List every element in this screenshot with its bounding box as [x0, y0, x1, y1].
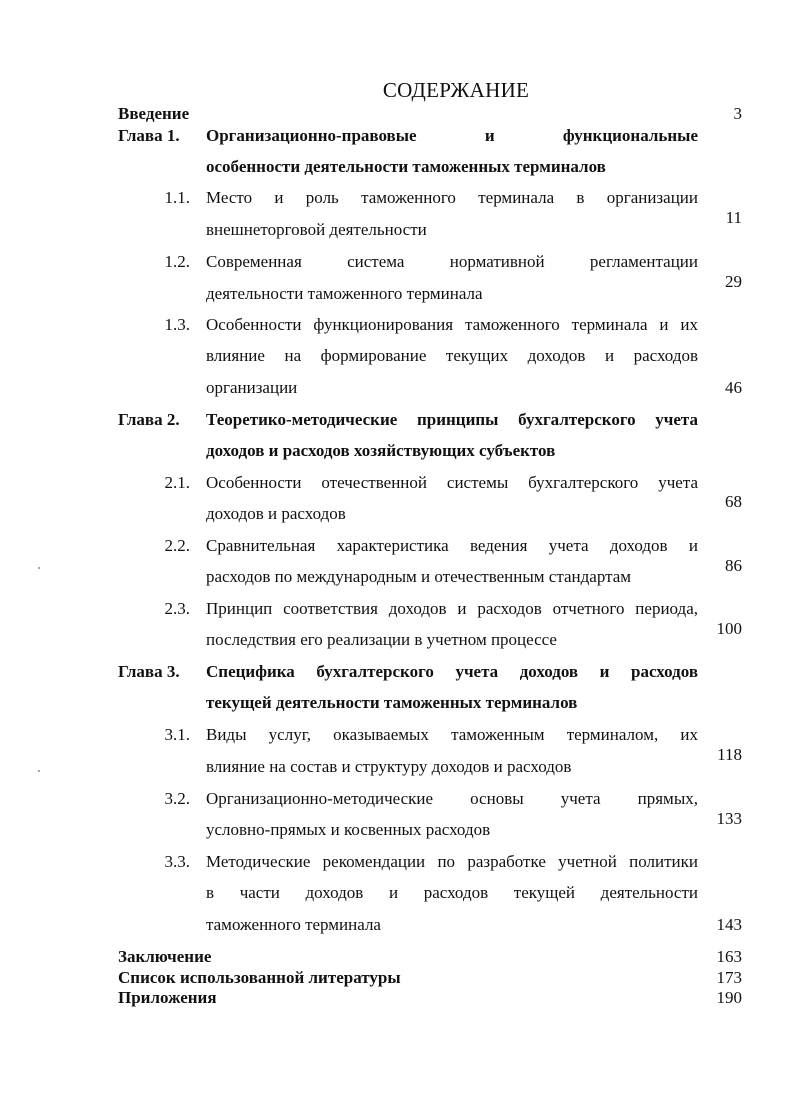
- section-3-1-number: 3.1.: [164, 725, 190, 744]
- chapter-1-number: Глава 1.: [118, 126, 180, 145]
- section-2-2-line1: Сравнительная характеристика ведения учета доходов и: [206, 536, 698, 555]
- section-1-1-line1: Место и роль таможенного терминала в организации: [206, 188, 698, 207]
- section-3-3-page: 143: [716, 915, 742, 934]
- section-1-3-page: 46: [725, 378, 742, 397]
- section-1-3-number: 1.3.: [164, 315, 190, 334]
- section-2-2-number: 2.2.: [164, 536, 190, 555]
- toc-references-label: Список использованной литературы: [118, 968, 401, 987]
- section-2-2-line2: расходов по международным и отечественным стандартам: [206, 567, 632, 586]
- chapter-1-title-line2: особенности деятельности таможенных терминалов: [206, 157, 606, 176]
- toc-appendices-label: Приложения: [118, 988, 217, 1007]
- section-2-3-page: 100: [716, 619, 742, 638]
- section-3-3-number: 3.3.: [164, 852, 190, 871]
- section-1-3-line2: влияние на формирование текущих доходов и расходов: [206, 346, 698, 365]
- section-3-2-number: 3.2.: [164, 789, 190, 808]
- section-2-1-page: 68: [725, 492, 742, 511]
- section-1-3-line3: организации: [206, 378, 298, 397]
- section-2-3-line1: Принцип соответствия доходов и расходов отчетного периода,: [206, 599, 698, 618]
- chapter-1-title-line1: Организационно-правовые и функциональные: [206, 126, 698, 145]
- scan-speck: [38, 770, 40, 772]
- section-2-3-number: 2.3.: [164, 599, 190, 618]
- toc-appendices-page: 190: [716, 988, 742, 1007]
- toc-conclusion-page: 163: [716, 947, 742, 966]
- section-3-2-line2: условно-прямых и косвенных расходов: [206, 820, 491, 839]
- section-1-1-line2: внешнеторговой деятельности: [206, 220, 427, 239]
- chapter-2-number: Глава 2.: [118, 410, 180, 429]
- section-2-1-number: 2.1.: [164, 473, 190, 492]
- page-title: СОДЕРЖАНИЕ: [382, 78, 530, 102]
- section-3-1-line2: влияние на состав и структуру доходов и расходов: [206, 757, 572, 776]
- section-3-3-line1: Методические рекомендации по разработке учетной политики: [206, 852, 698, 871]
- section-1-2-number: 1.2.: [164, 252, 190, 271]
- section-3-3-line2: в части доходов и расходов текущей деятельности: [206, 883, 698, 902]
- chapter-3-title-line1: Специфика бухгалтерского учета доходов и расходов: [206, 662, 698, 681]
- scan-speck: [38, 567, 40, 569]
- toc-intro-label: Введение: [118, 104, 190, 123]
- section-1-3-line1: Особенности функционирования таможенного терминала и их: [206, 315, 698, 334]
- toc-references-page: 173: [716, 968, 742, 987]
- toc-intro-page: 3: [733, 104, 742, 123]
- section-1-2-line1: Современная система нормативной регламентации: [206, 252, 698, 271]
- section-2-3-line2: последствия его реализации в учетном процессе: [206, 630, 557, 649]
- section-3-2-line1: Организационно-методические основы учета прямых,: [206, 789, 698, 808]
- chapter-3-title-line2: текущей деятельности таможенных терминалов: [206, 693, 578, 712]
- chapter-2-title-line2: доходов и расходов хозяйствующих субъектов: [206, 441, 556, 460]
- section-1-1-page: 11: [725, 208, 742, 227]
- section-3-2-page: 133: [716, 809, 742, 828]
- section-2-2-page: 86: [725, 556, 742, 575]
- section-1-2-line2: деятельности таможенного терминала: [206, 284, 483, 303]
- section-3-1-page: 118: [717, 745, 742, 764]
- section-1-2-page: 29: [725, 272, 742, 291]
- section-3-1-line1: Виды услуг, оказываемых таможенным терминалом, их: [206, 725, 698, 744]
- section-3-3-line3: таможенного терминала: [206, 915, 381, 934]
- chapter-3-number: Глава 3.: [118, 662, 180, 681]
- toc-conclusion-label: Заключение: [118, 947, 212, 966]
- section-2-1-line1: Особенности отечественной системы бухгалтерского учета: [206, 473, 698, 492]
- chapter-2-title-line1: Теоретико-методические принципы бухгалтерского учета: [206, 410, 698, 429]
- section-1-1-number: 1.1.: [164, 188, 190, 207]
- section-2-1-line2: доходов и расходов: [206, 504, 346, 523]
